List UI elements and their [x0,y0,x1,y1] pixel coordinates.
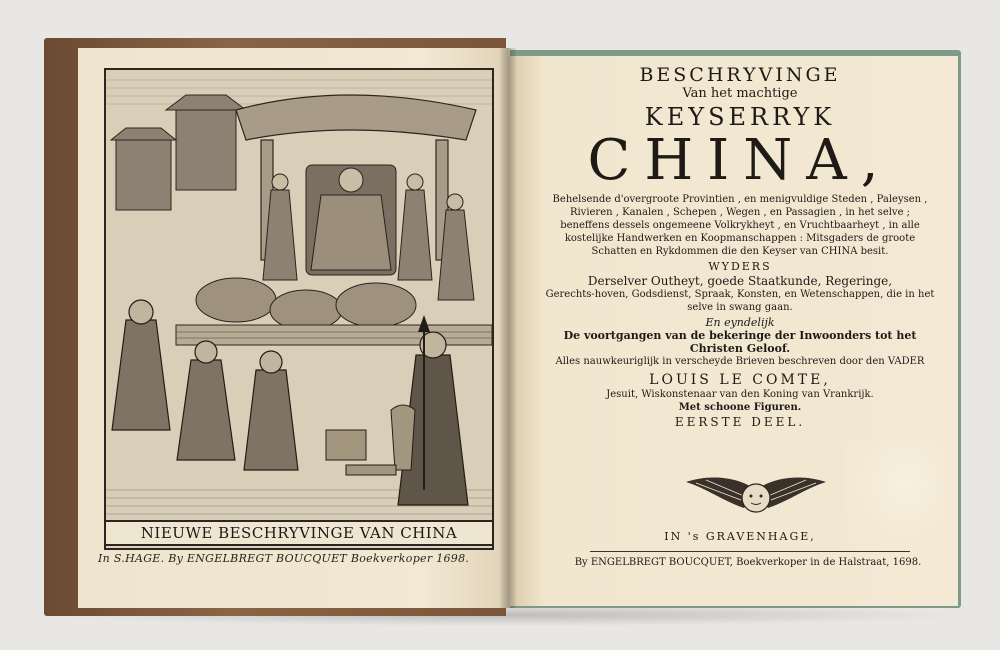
title-deel: EERSTE DEEL. [674,415,806,429]
title-page [540,62,940,429]
place-of-publication: IN 's GRAVENHAGE, [664,530,816,543]
printer-imprint: By ENGELBREGT BOUCQUET, Boekverkoper in de Halstraat, 1698. [574,557,922,568]
title-gothic-line: De voortgangen van de bekeringe der Inwoonders tot het Christen Geloof. [563,329,917,355]
title-alles: Alles nauwkeuriglijk in verscheyde Brieven beschreven door den VADER [555,356,925,367]
title-line-beschryvinge: BESCHRYVINGE [639,64,841,86]
title-eyndelyk: En eyndelijk [705,316,775,329]
title-wyders: WYDERS [708,260,772,273]
title-line-keyserryk: KEYSERRYK [644,103,836,131]
title-gerechts: Gerechts-hoven, Godsdienst, Spraak, Konsten, en Wetenschappen, die in het selve in swang gaan. [545,289,935,313]
title-jesuit: Jesuit, Wiskonstenaar van den Koning van Vrankrijk. [606,389,874,400]
frontispiece-engraving [104,68,494,550]
title-description: Behelsende d'overgroote Provintien , en menigvuldige Steden , Paleysen , Rivieren , Kanalen , Schepen , Wegen , en Passagien , in het selve ; beneffens dessels ongemeene Volkrykheyt , en Vruchtbaarheyt , in alle kostelijke Handwerken en Koopmanschappen : Mitsgaders de groote Schatten en Rykdommen die den Keyser van CHINA besit. [552,194,928,257]
title-line-machtige: Van het machtige [682,86,798,101]
title-line-china: CHINA, [587,128,893,193]
title-figuren: Met schoone Figuren. [678,402,802,413]
title-author: LOUIS LE COMTE, [649,372,831,388]
frontispiece-imprint: In S.HAGE. By ENGELBREGT BOUCQUET Boekverkoper 1698. [98,552,470,565]
book-gutter [500,48,516,608]
winged-cherub-ornament [686,470,826,525]
frontispiece-caption: NIEUWE BESCHRYVINGE VAN CHINA [104,520,494,546]
imprint-rule [590,551,910,552]
title-outheyt: Derselver Outheyt, goede Staatkunde, Regeringe, [587,274,893,288]
